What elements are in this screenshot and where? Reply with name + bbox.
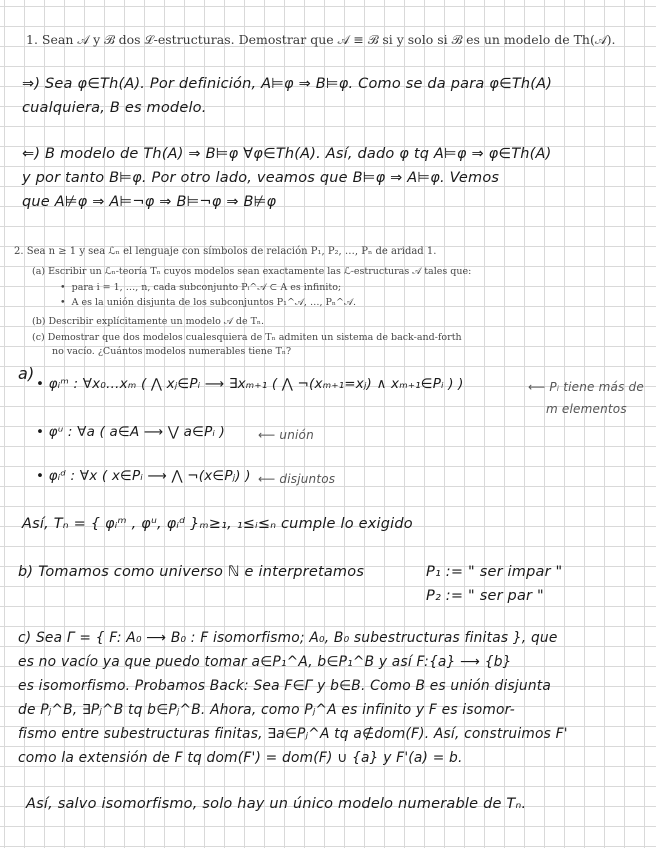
answer-c-line2: es no vacío ya que puedo tomar a∈P₁^A, b∈P₁^B y así F:{a} ⟶ {b} [18,654,512,670]
problem2-statement: 2. Sea n ≥ 1 y sea ℒₙ el lenguaje con símbolos de relación P₁, P₂, …, Pₙ de aridad 1. [14,246,437,257]
answer-a-conclusion: Así, Tₙ = { φᵢᵐ , φᵘ, φᵢᵈ }ₘ≥₁, ₁≤ᵢ≤ₙ cumple lo exigido [22,516,413,532]
answer-b-p2: P₂ := " ser par " [426,588,544,604]
problem2-part-a-bullet1: • para i = 1, …, n, cada subconjunto Pᵢ^𝒜 ⊂ A es infinito; [60,282,341,293]
problem1-backward-line2: y por tanto B⊨φ. Por otro lado, veamos que B⊨φ ⇒ A⊨φ. Vemos [22,170,500,186]
answer-c-line3: es isomorfismo. Probamos Back: Sea F∈Γ y b∈B. Como B es unión disjunta [18,678,552,694]
answer-a-note-u: ⟵ unión [258,428,314,442]
answer-a-note-d: ⟵ disjuntos [258,472,336,486]
answer-a-note-m2: m elementos [546,402,627,416]
answer-c-final: Así, salvo isomorfismo, solo hay un único modelo numerable de Tₙ. [26,796,527,812]
answer-a-phi-d: • φᵢᵈ : ∀x ( x∈Pᵢ ⟶ ⋀ ¬(x∈Pⱼ) ) [36,468,251,484]
problem2-part-a-bullet2: • A es la unión disjunta de los subconjuntos P₁^𝒜, …, Pₙ^𝒜. [60,297,356,308]
answer-c-line5: fismo entre subestructuras finitas, ∃a∈Pⱼ^A tq a∉dom(F). Así, construimos F' [18,726,568,742]
problem2-part-a: (a) Escribir un ℒₙ-teoría Tₙ cuyos modelos sean exactamente las ℒ-estructuras 𝒜 tales que: [32,266,472,277]
problem1-forward-line1: ⇒) Sea φ∈Th(A). Por definición, A⊨φ ⇒ B⊨φ. Como se da para φ∈Th(A) [22,76,553,92]
answer-b-p1: P₁ := " ser impar " [426,564,563,580]
problem1-backward-line1: ⇐) B modelo de Th(A) ⇒ B⊨φ ∀φ∈Th(A). Así, dado φ tq A⊨φ ⇒ φ∈Th(A) [22,146,552,162]
answer-a-phi-m: • φᵢᵐ : ∀x₀…xₘ ( ⋀ xⱼ∈Pᵢ ⟶ ∃xₘ₊₁ ( ⋀ ¬(xₘ₊₁=xⱼ) ∧ xₘ₊₁∈Pᵢ ) ) [36,376,464,392]
answer-b-line1: b) Tomamos como universo ℕ e interpretamos [18,564,365,580]
answer-a-note-m1: ⟵ Pᵢ tiene más de [528,380,644,394]
problem2-part-c-line2: no vacío. ¿Cuántos modelos numerables tiene Tₙ? [52,346,292,357]
answer-a-phi-u: • φᵘ : ∀a ( a∈A ⟶ ⋁ a∈Pᵢ ) [36,424,226,440]
problem1-backward-line3: que A⊭φ ⇒ A⊨¬φ ⇒ B⊨¬φ ⇒ B⊭φ [22,194,277,210]
answer-c-line4: de Pⱼ^B, ∃Pⱼ^B tq b∈Pⱼ^B. Ahora, como Pⱼ^A es infinito y F es isomor- [18,702,515,718]
answer-c-line1: c) Sea Γ = { F: A₀ ⟶ B₀ : F isomorfismo; A₀, B₀ subestructuras finitas }, que [18,630,558,646]
problem2-part-b: (b) Describir explícitamente un modelo 𝒜 de Tₙ. [32,316,265,327]
problem2-part-c-line1: (c) Demostrar que dos modelos cualesquiera de Tₙ admiten un sistema de back-and-forth [32,332,462,343]
problem1-statement: 1. Sean 𝒜 y ℬ dos ℒ-estructuras. Demostrar que 𝒜 ≡ ℬ si y solo si ℬ es un modelo de Th(𝒜). [26,32,616,47]
answer-a-label: a) [18,364,35,383]
answer-c-line6: como la extensión de F tq dom(F') = dom(F) ∪ {a} y F'(a) = b. [18,750,463,766]
problem1-forward-line2: cualquiera, B es modelo. [22,100,207,116]
